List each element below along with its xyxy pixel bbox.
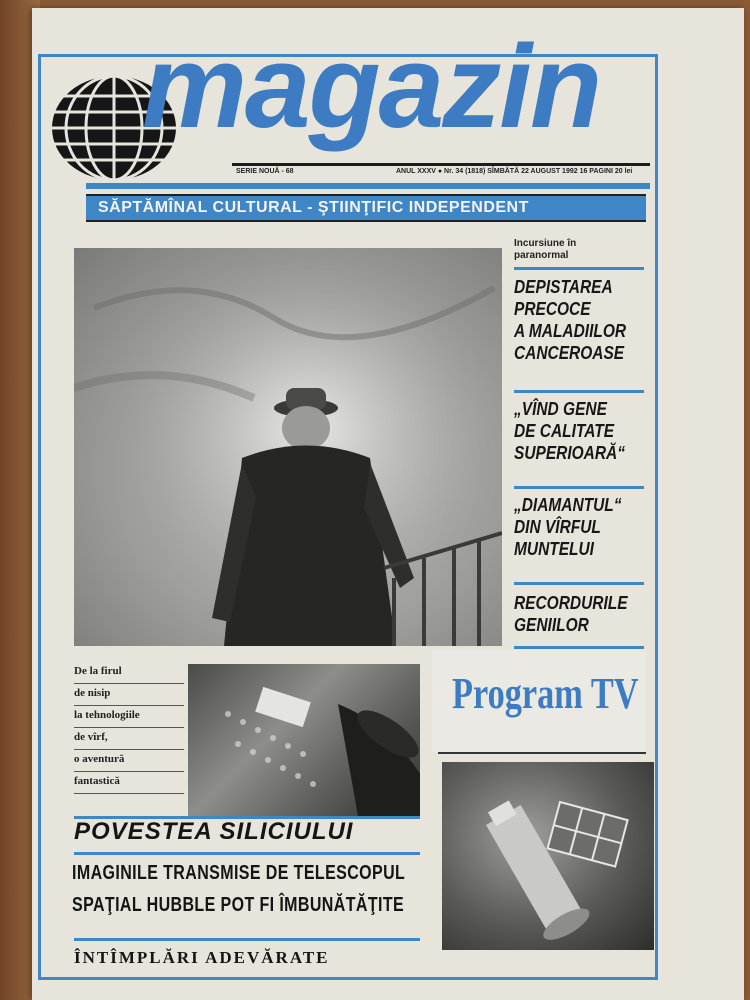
headline-records: RECORDURILE GENIILOR	[514, 593, 628, 635]
tv-rule	[438, 752, 646, 754]
column-rule	[514, 486, 644, 489]
headline-genes: „VÎND GENE DE CALITATE SUPERIOARĂ“	[514, 399, 625, 463]
tagline: SĂPTĂMÎNAL CULTURAL - ŞTIINŢIFIC INDEPENDENT	[98, 199, 529, 216]
hubble-headline-line2: SPAŢIAL HUBBLE POT FI ÎMBUNĂTĂŢITE	[72, 894, 405, 916]
program-tv-title: Program TV	[452, 669, 639, 718]
silicon-lead: De la firul de nisip la tehnologiile de vîrf, o aventură fantastică	[74, 664, 184, 796]
true-stories-headline: ÎNTÎMPLĂRI ADEVĂRATE	[74, 948, 330, 967]
column-rule	[514, 582, 644, 585]
section-rule	[74, 852, 420, 855]
satellite-photo	[442, 762, 654, 950]
silicon-chip-photo	[188, 664, 420, 816]
silicon-headline: POVESTEA SILICIULUI	[74, 818, 354, 845]
masthead-logo: magazin	[142, 21, 601, 153]
masthead-blue-bar	[86, 183, 650, 189]
headline-cancer-detection: DEPISTAREA PRECOCE A MALADIILOR CANCEROASE	[514, 277, 627, 363]
issue-info: ANUL XXXV ● Nr. 34 (1818) SÎMBĂTĂ 22 AUGUST 1992 16 PAGINI 20 lei	[396, 168, 633, 175]
section-rule	[74, 938, 420, 941]
column-rule	[514, 267, 644, 270]
column-rule	[514, 646, 644, 649]
masthead-rule	[232, 163, 650, 166]
hubble-headline-line1: IMAGINILE TRANSMISE DE TELESCOPUL	[72, 862, 406, 884]
kicker-paranormal: Incursiune în paranormal	[514, 238, 577, 261]
column-rule	[514, 390, 644, 393]
series-label: SERIE NOUĂ - 68	[236, 168, 294, 175]
headline-diamond: „DIAMANTUL“ DIN VÎRFUL MUNTELUI	[514, 495, 622, 559]
main-photo	[74, 248, 502, 646]
